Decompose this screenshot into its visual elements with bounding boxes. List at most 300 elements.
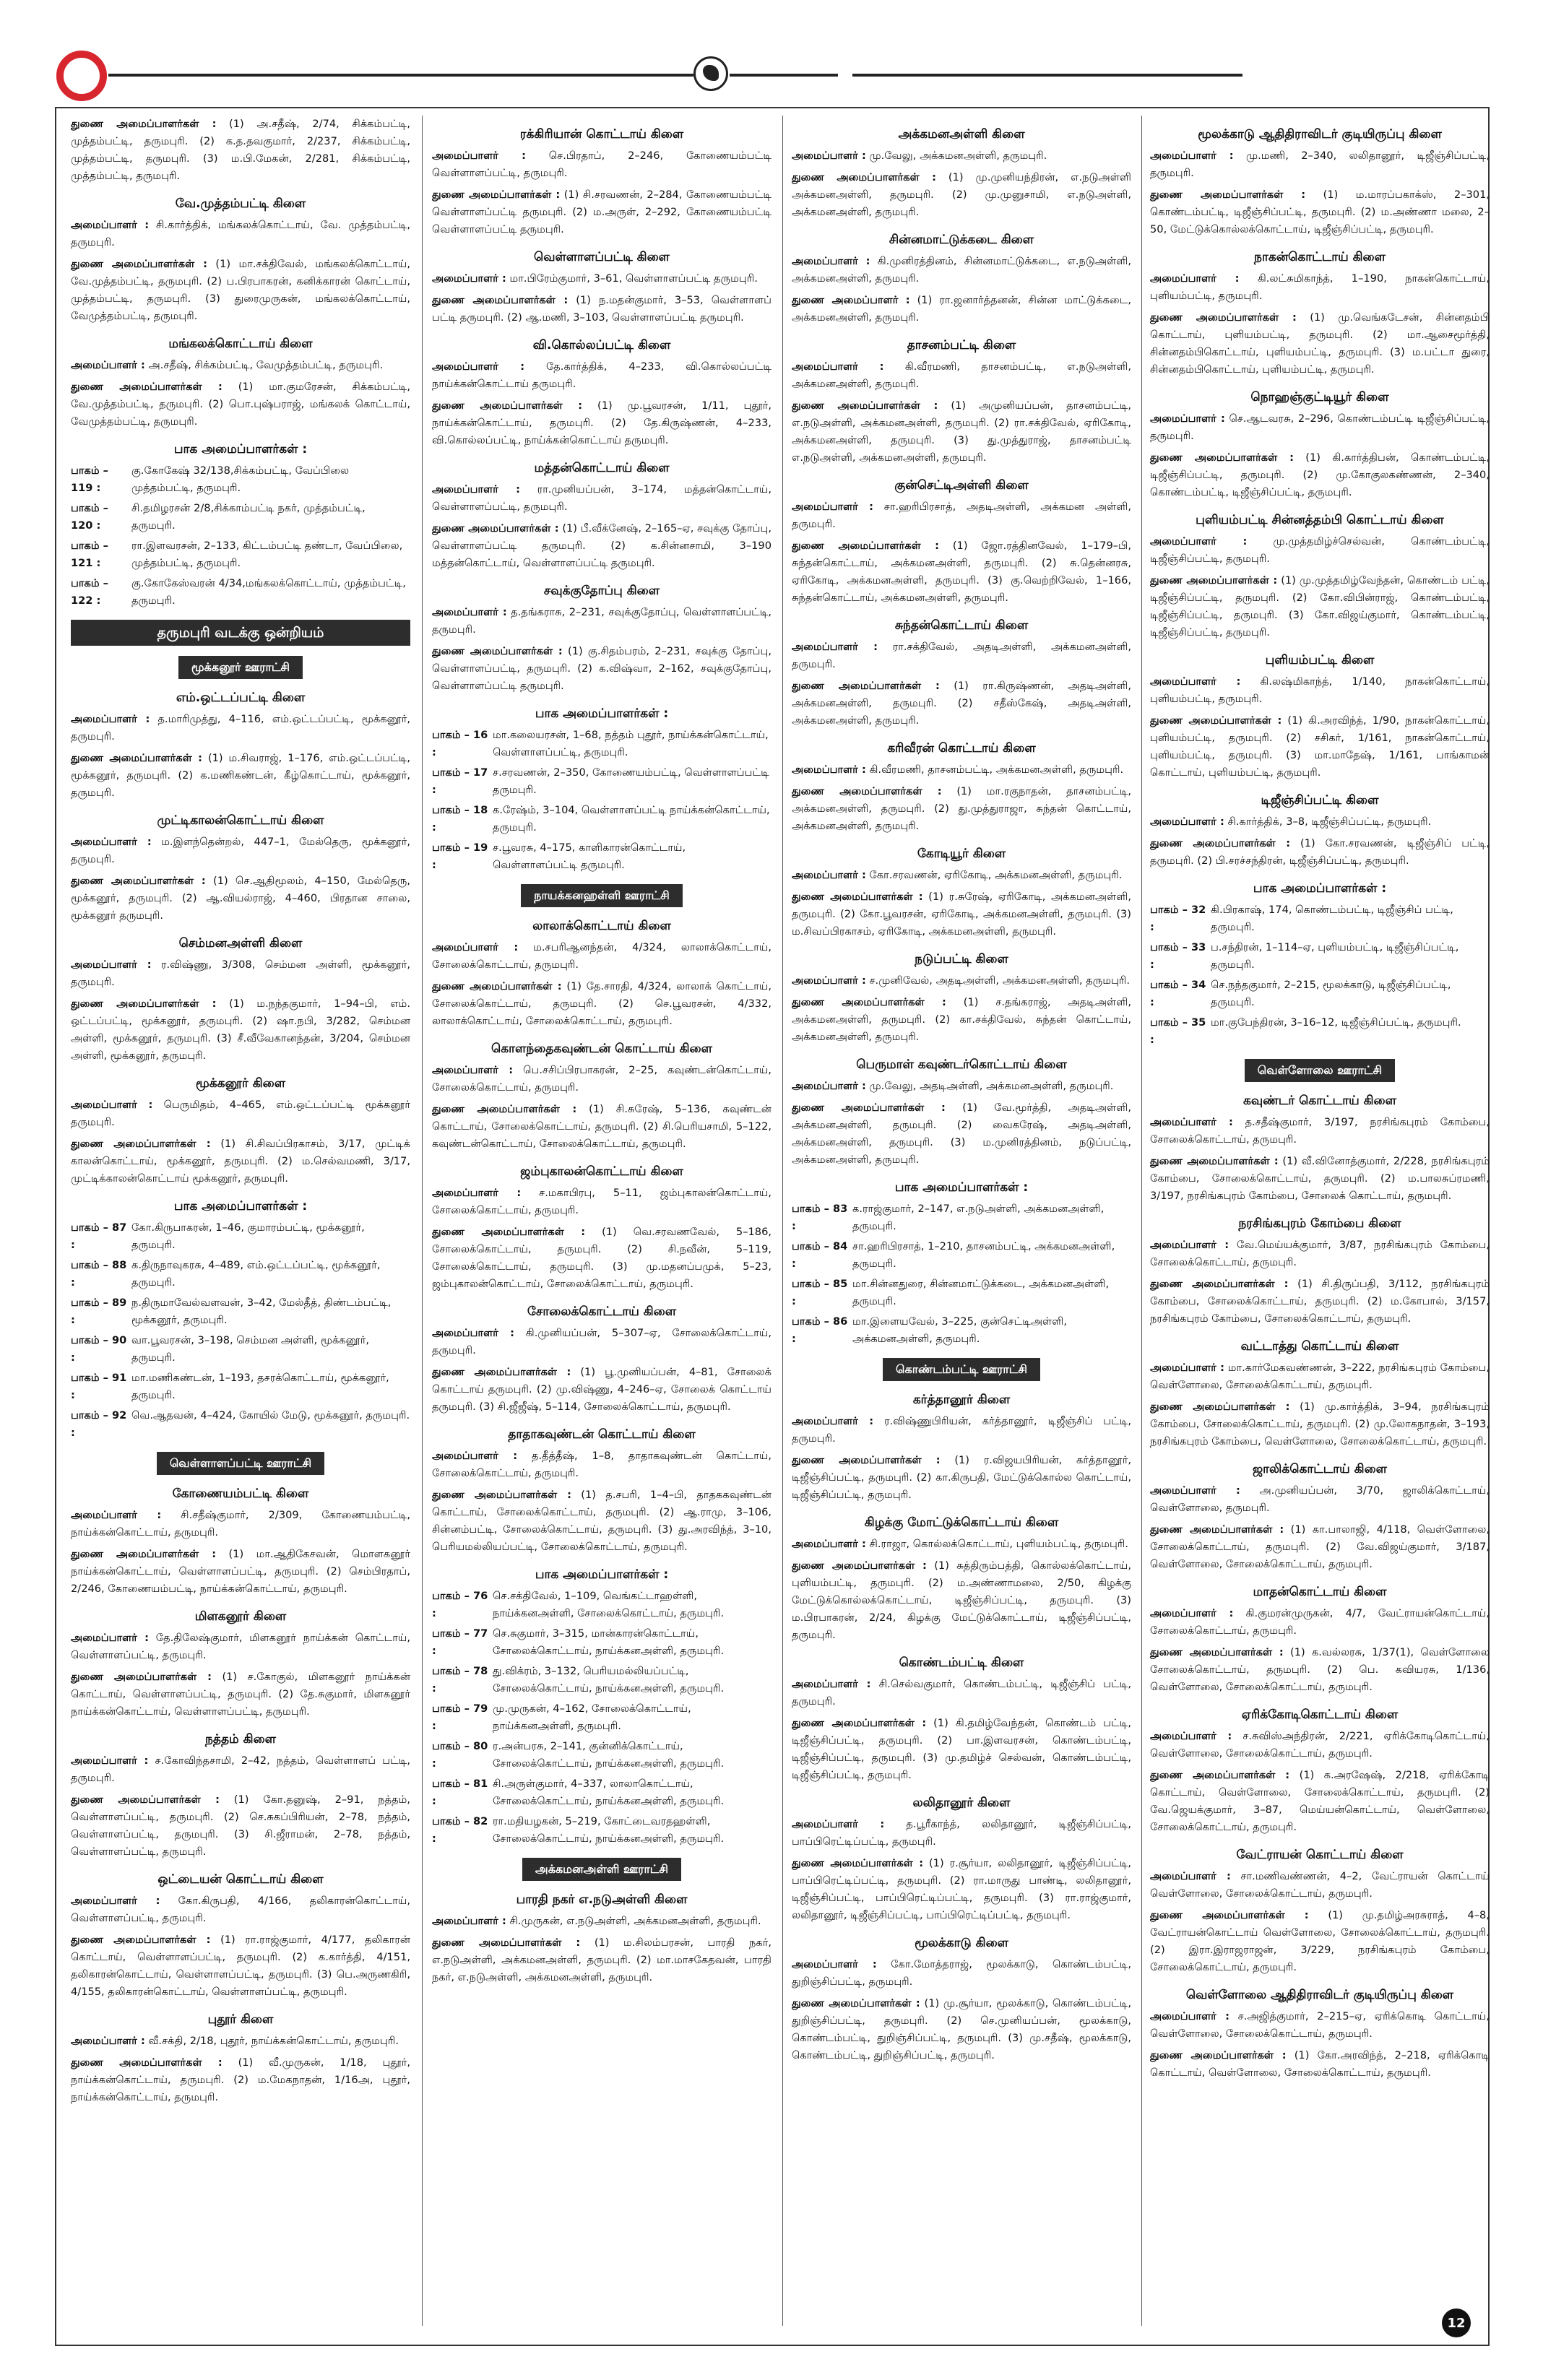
entry-role: அமைப்பாளர் :	[1150, 675, 1241, 688]
member-entry	[1150, 410, 1490, 445]
member-entry	[71, 357, 410, 374]
entry-role: அமைப்பாளர் :	[71, 713, 150, 725]
booth-number: பாகம் – 87 :	[71, 1221, 127, 1251]
member-entry	[432, 292, 772, 326]
section-heading: மங்கலக்கொட்டாய் கிளை	[168, 337, 313, 351]
member-entry	[1150, 1359, 1490, 1394]
member-entry	[71, 116, 410, 185]
entry-names: (1) சி.திருப்பதி, 3/112, நரசிங்கபுரம் கோம்பை, சோலைக்கொட்டாய், தருமபுரி. (2) ம.கோபால், 3/157, நரசிங்கபுரம் கோம்பை, சோலைக்கொட்டாய், தருமபுரி.	[1150, 1278, 1490, 1325]
entry-names: ர.விஷ்ணுபிரியன், கர்த்தானூர், டிஜீஞ்சிப் பட்டி, தருமபுரி.	[792, 1415, 1131, 1445]
entry-names: (1) மா.ரகுநாதன், தாசனம்பட்டி, அக்கமனஅள்ளி, தருமபுரி. (2) து.முத்துராஜா, சுந்தன் கொட்டாய், அக்கமனஅள்ளி, தருமபுரி.	[792, 785, 1131, 832]
entry-role: அமைப்பாளர் :	[1150, 2010, 1229, 2022]
entry-role: துணை அமைப்பாளர்கள் :	[1150, 574, 1278, 587]
member-entry	[792, 1855, 1131, 1924]
entry-names: (1) வே.மூர்த்தி, அதடிஅள்ளி, அக்கமனஅள்ளி, தருமபுரி. (2) வைகரேஷ், அதடிஅள்ளி, அக்கமனஅள்ளி, தருமபுரி. (3) ம.முனிரத்தினம், நடுப்பட்டி, அக்கமனஅள்ளி, தருமபுரி.	[792, 1102, 1131, 1166]
booth-number: பாகம் – 86 :	[792, 1315, 848, 1345]
column-2	[432, 116, 772, 2326]
booth-number: பாகம் – 89 :	[71, 1297, 127, 1326]
member-entry	[792, 1715, 1131, 1784]
member-entry	[1150, 1482, 1490, 1517]
emblem-icon	[693, 56, 728, 91]
entry-names: ச.அஜித்குமார், 2–215–ஏ, ஏரிக்கொடி கொட்டாய், வெள்ளோலை, சோலைக்கொட்டாய், தருமபுரி.	[1150, 2010, 1490, 2040]
member-entry	[71, 378, 410, 430]
booth-entry	[432, 764, 772, 799]
header-rule-right	[852, 74, 1242, 77]
entry-names: (1) மா.சக்திவேல், மங்கலக்கொட்டாய், வே.முத்தம்பட்டி, தருமபுரி. (2) ப.பிரபாகரன், கனிக்காரன் கொட்டாய், முத்தம்பட்டி, தருமபுரி. (3) துரைமுருகன், மங்கலக்கொட்டாய், வேமுத்தம்பட்டி, தருமபுரி.	[71, 258, 410, 322]
entry-role: துணை அமைப்பாளர்கள் :	[792, 399, 938, 412]
entry-names: (1) மு.கார்த்திக், 3–94, நரசிங்கபுரம் கோம்பை, சோலைக்கொட்டாய், தருமபுரி. (2) மு.லோகநாதன், 3–193, நரசிங்கபுரம் கோம்பை, வெள்ளோலை, சோலைக்கொட்டாய், தருமபுரி.	[1150, 1401, 1490, 1448]
entry-role: அமைப்பாளர் :	[792, 1678, 871, 1690]
entry-names: கி.லட்சுமிகாந்த், 1–190, நாகன்கொட்டாய், புளியம்பட்டி, தருமபுரி.	[1150, 272, 1490, 302]
booth-organiser: மா.இளையவேல், 3–225, குன்செட்டிஅள்ளி, அக்கமனஅள்ளி, தருமபுரி.	[852, 1315, 1067, 1345]
entry-names: கி.குமரன்முருகன், 4/7, வேட்ராயன்கொட்டாய், சோலைக்கொட்டாய், தருமபுரி.	[1150, 1607, 1490, 1637]
entry-names: (1) சுத்திரும்பத்தி, கொல்லக்கொட்டாய், புளியம்பட்டி, தருமபுரி. (2) ம.அண்ணாமலை, 2/50, கிழக்கு மேட்டுக்கொல்லக்கொட்டாய், டிஜீஞ்சிப்பட்டி, தருமபுரி. (3) ம.பிரபாகரன், 2/24, கிழக்கு மேட்டுக்கொட்டாய், டிஜீஞ்சிப்பட்டி, தருமபுரி.	[792, 1559, 1131, 1641]
entry-role: அமைப்பாளர் :	[71, 359, 145, 371]
entry-role: அமைப்பாளர் :	[432, 1327, 514, 1339]
entry-role: அமைப்பாளர் :	[432, 483, 520, 496]
entry-names: (1) வீ.வினோத்குமார், 2/228, நரசிங்கபுரம் கோம்பை, சோலைக்கொட்டாய், தருமபுரி. (2) ம.பாலசுப்ரமணி, 3/197, நரசிங்கபுரம் கோம்பை, சோலைக் கொட்டாய், தருமபுரி.	[1150, 1155, 1490, 1202]
section-heading: வே.முத்தம்பட்டி கிளை	[175, 196, 306, 211]
member-entry	[71, 750, 410, 802]
entry-names: பெருமிதம், 4–465, எம்.ஒட்டப்பட்டி மூக்கனூர் தருமபுரி.	[71, 1099, 410, 1128]
section-heading: ரக்கிரியான் கொட்டாய் கிளை	[519, 127, 684, 142]
panchayat-label	[71, 1452, 410, 1475]
member-entry	[432, 939, 772, 974]
entry-names: (1) ரா.ராஜ்குமார், 4/177, தலிகாரன் கொட்டாய், வெள்ளாளப்பட்டி, தருமபுரி. (2) க.கார்த்தி, 4/151, தலிகாரன்கொட்டாய், வெள்ளாளப்பட்டி, தருமபுரி. (3) பெ.அருணகிரி, 4/155, தலிகாரன்கொட்டாய், வெள்ளாளப்பட்டி, தருமபுரி.	[71, 1934, 410, 1998]
entry-names: தே.கார்த்திக், 4–233, வி.கொல்லப்பட்டி நாய்க்கன்கொட்டாய் தருமபுரி.	[432, 360, 772, 390]
member-entry	[71, 873, 410, 925]
member-entry	[1150, 1521, 1490, 1573]
booth-organiser: ச.பூவரசு, 4–175, காளிகாரன்கொட்டாய், வெள்ளாளப்பட்டி தருமபுரி.	[493, 841, 686, 871]
entry-role: துணை அமைப்பாளர்கள் :	[792, 171, 936, 183]
member-entry	[792, 867, 1131, 884]
booth-number: பாகம் – 81 :	[432, 1778, 488, 1807]
entry-names: ச.முனிவேல், அதடிஅள்ளி, அக்கமனஅள்ளி, தருமபுரி.	[869, 974, 1131, 987]
booth-organiser: கு.கோகேஸ்வரன் 4/34,மங்கலக்கொட்டாய், முத்தம்பட்டி, தருமபுரி.	[131, 577, 406, 607]
member-entry	[792, 1413, 1131, 1448]
section-heading: ஏரிக்கோடிகொட்டாய் கிளை	[1241, 1708, 1399, 1722]
booth-number: பாகம் – 33 :	[1150, 941, 1206, 971]
entry-names: பெ.சசிப்பிரபாகரன், 2–25, கவுண்டன்கொட்டாய், சோலைக்கொட்டாய், தருமபுரி.	[432, 1064, 772, 1094]
member-entry	[1150, 572, 1490, 641]
entry-names: (1) பீ.வீக்னேஷ், 2–165–ஏ, சவுக்கு தோப்பு, வெள்ளாளப்பட்டி தருமபுரி. (2) க.சின்னசாமி, 3–190 மத்தன்கொட்டாய், வெள்ளாளப்பட்டி தருமபுரி.	[432, 522, 772, 569]
member-entry	[792, 1956, 1131, 1991]
entry-names: (1) வெ.சரவணவேல், 5–186, சோலைக்கொட்டாய், தருமபுரி. (2) சி.நவீன், 5–119, சோலைக்கொட்டாய், தருமபுரி. (3) மு.மதனப்பமுக், 5–23, ஜம்புகாலன்கொட்டாய், சோலைக்கொட்டாய், தருமபுரி.	[432, 1226, 772, 1290]
member-entry	[432, 1364, 772, 1416]
entry-role: அமைப்பாளர் :	[71, 219, 150, 231]
section-heading: ஜம்புகாலன்கொட்டாய் கிளை	[520, 1164, 683, 1179]
entry-names: (1) ஜோ.ரத்தினவேல், 1–179–பி, சுந்தன்கொட்டாய், அக்கமனஅள்ளி, தருமபுரி. (2) சு.தென்னரசு, ஏரிகோடி, அக்கமனஅள்ளி, தருமபுரி. (3) கு.வெற்றிவேல், 1–166, சுந்தன்கொட்டாய், அக்கமனஅள்ளி, தருமபுரி.	[792, 540, 1131, 604]
panchayat-label-text: வெள்ளோலை ஊராட்சி	[1245, 1059, 1395, 1082]
booth-entry	[1150, 977, 1490, 1011]
entry-names: (1) கி.அரவிந்த், 1/90, நாகன்கொட்டாய், புளியம்பட்டி, தருமபுரி. (2) சசிகர், 1/161, நாகன்கொட்டாய், புளியம்பட்டி, தருமபுரி. (3) மா.மாதேஷ், 1/161, பாங்காமன் கொட்டாய், புளியம்பட்டி, தருமபுரி.	[1150, 714, 1490, 779]
section-heading: கரிவீரன் கொட்டாய் கிளை	[887, 741, 1036, 756]
section-heading: தாசனம்பட்டி கிளை	[907, 338, 1016, 352]
booth-organiser: ரா.இளவரசன், 2–133, கிட்டம்பட்டி தண்டா, வேப்பிலை, முத்தம்பட்டி, தருமபுரி.	[131, 540, 403, 569]
member-entry	[432, 186, 772, 238]
section-heading: அக்கமனஅள்ளி கிளை	[898, 127, 1025, 142]
entry-role: அமைப்பாளர் :	[432, 272, 506, 285]
entry-names: அ.முனியப்பன், 3/70, ஜாலிக்கொட்டாய், வெள்ளோலை, தருமபுரி.	[1150, 1484, 1490, 1514]
entry-role: துணை அமைப்பாளர்கள் :	[1150, 311, 1297, 324]
section-heading: பாக அமைப்பாளர்கள் :	[535, 1567, 669, 1582]
section-heading: புளியம்பட்டி கிளை	[1265, 653, 1375, 667]
union-banner: தருமபுரி வடக்கு ஒன்றியம்	[71, 620, 410, 646]
entry-names: ம.சபரிஆனந்தன், 4/324, லாலாக்கொட்டாய், சோலைக்கொட்டாய், தருமபுரி.	[432, 941, 772, 971]
booth-entry	[792, 1200, 1131, 1235]
entry-role: அமைப்பாளர் :	[432, 1915, 506, 1927]
entry-names: (1) கி.தமிழ்வேந்தன், கொண்டம் பட்டி, டிஜீஞ்சிப்பட்டி, தருமபுரி. (2) பா.இளவரசன், கொண்டம்பட்டி, டிஜீஞ்சிப்பட்டி, தருமபுரி. (3) மு.தமிழ்ச் செல்வன், கொண்டம்பட்டி, டிஜீஞ்சிப்பட்டி, தருமபுரி.	[792, 1717, 1131, 1781]
entry-names: (1) ர.சுரேஷ், ஏரிகோடி, அக்கமனஅள்ளி, தருமபுரி. (2) கோ.பூவரசன், ஏரிகோடி, அக்கமனஅள்ளி, தருமபுரி. (3) ம.சிவப்பிரகாசம், ஏரிகோடி, அக்கமனஅள்ளி, தருமபுரி.	[792, 891, 1131, 938]
entry-role: அமைப்பாளர் :	[71, 1509, 162, 1521]
member-entry	[432, 1487, 772, 1556]
entry-role: அமைப்பாளர் :	[71, 959, 152, 971]
booth-organiser: சா.ஹரிபிரசாத், 1–210, தாசனம்பட்டி, அக்கமனஅள்ளி, தருமபுரி.	[852, 1240, 1115, 1270]
booth-organiser: செ.சக்திவேல், 1–109, வெங்கட்டாஹள்ளி, நாய்க்கனஅள்ளி, சோலைக்கொட்டாய், தருமபுரி.	[493, 1590, 725, 1619]
booth-number: பாகம் – 119 :	[71, 464, 108, 494]
entry-names: (1) ர.சூர்யா, லலிதானூர், டிஜீஞ்சிப்பட்டி, பாப்பிரெட்டிப்பட்டி, தருமபுரி. (2) ரா.மாருது பாண்டி, லலிதானூர், டிஜீஞ்சிப்பட்டி, பாப்பிரெட்டிப்பட்டி, தருமபுரி. (3) ரா.ராஜ்குமார், லலிதானூர், டிஜீஞ்சிப்பட்டி, பாப்பிரெட்டிப்பட்டி, தருமபுரி.	[792, 1857, 1131, 1921]
member-entry	[792, 169, 1131, 221]
member-entry	[1150, 449, 1490, 501]
booth-organiser: செ.நந்தகுமார், 2–215, மூலக்காடு, டிஜீஞ்சிப்பட்டி, தருமபுரி.	[1211, 979, 1451, 1008]
booth-organiser: கு.கோகேஷ் 32/138,சிக்கம்பட்டி, வேப்பிலை முத்தம்பட்டி, தருமபுரி.	[131, 464, 350, 494]
entry-names: சா.மணிவண்ணன், 4–2, வேட்ராயன் கொட்டாய் வெள்ளோலை, சோலைக்கொட்டாய், தருமபுரி.	[1150, 1870, 1490, 1900]
entry-names: (1) ம.சிலம்பரசன், பாரதி நகர், எ.நடுஅள்ளி, அக்கமனஅள்ளி, தருமபுரி. (2) மா.மாசகேதவன், பாரதி நகர், எ.நடுஅள்ளி, அக்கமனஅள்ளி, தருமபுரி.	[432, 1937, 772, 1983]
booth-number: பாகம் – 88 :	[71, 1259, 127, 1289]
section-heading: கொண்டம்பட்டி கிளை	[899, 1656, 1024, 1670]
entry-names: (1) மா.குமரேசன், சிக்கம்பட்டி, வே.முத்தம்பட்டி, தருமபுரி. (2) பொ.புஷ்பராஜ், மங்கலக் கொட்டாய், வேமுத்தம்பட்டி, தருமபுரி.	[71, 381, 410, 428]
section-heading: வெள்ளாளப்பட்டி கிளை	[533, 250, 670, 264]
section-heading: கோடியூர் கிளை	[917, 847, 1006, 861]
booth-number: பாகம் – 91 :	[71, 1372, 127, 1401]
entry-names: ச.மகாபிரபு, 5–11, ஜம்புகாலன்கொட்டாய், சோலைக்கொட்டாய், தருமபுரி.	[432, 1187, 772, 1216]
member-entry	[432, 978, 772, 1030]
member-entry	[71, 1507, 410, 1541]
member-entry	[432, 1913, 772, 1930]
booth-entry	[432, 1625, 772, 1660]
member-entry	[432, 270, 772, 287]
section-heading: கிழக்கு மோட்டுக்கொட்டாய் கிளை	[864, 1515, 1059, 1530]
entry-names: (1) ச.கோகுல், மிளகனூர் நாய்க்கன் கொட்டாய், வெள்ளாளப்பட்டி, தருமபுரி. (2) தே.சுகுமார், மிளகனூர் நாய்க்கன்கொட்டாய், வெள்ளாளப்பட்டி, தருமபுரி.	[71, 1671, 410, 1718]
section-heading: தாதாகவுண்டன் கொட்டாய் கிளை	[508, 1427, 696, 1442]
member-entry	[1150, 813, 1490, 831]
booth-entry	[71, 1257, 410, 1291]
member-entry	[71, 2033, 410, 2050]
entry-names: (1) மா.ஆதிகேசவன், மொளகனூர் நாய்க்கன்கொட்டாய், வெள்ளாளப்பட்டி, தருமபுரி. (2) செம்பிரதாப், 2/246, கோணையம்பட்டி, நாய்க்கன்கொட்டாய், தருமபுரி.	[71, 1548, 410, 1595]
entry-names: (1) ம.சிவராஜ், 1–176, எம்.ஒட்டப்பட்டி, மூக்கனூர், தருமபுரி. (2) க.மணிகண்டன், கீழ்கொட்டாய், மூக்கனூர், தருமபுரி.	[71, 752, 410, 799]
entry-role: அமைப்பாளர் :	[1150, 1116, 1233, 1128]
entry-names: த.மாரிமுத்து, 4–116, எம்.ஒட்டப்பட்டி, மூக்கனூர், தருமபுரி.	[71, 713, 410, 743]
entry-names: மு.வேலு, அக்கமனஅள்ளி, தருமபுரி.	[869, 150, 1047, 162]
section-heading: புதூர் கிளை	[207, 2012, 274, 2027]
entry-names: த.பூரீகாந்த், லலிதானூர், டிஜீஞ்சிப்பட்டி, பாப்பிரெட்டிப்பட்டி, தருமபுரி.	[792, 1818, 1131, 1848]
entry-names: தே.திலேஷ்குமார், மிளகனூர் நாய்க்கன் கொட்டாய், வெள்ளாளப்பட்டி, தருமபுரி.	[71, 1632, 410, 1661]
booth-entry	[432, 1663, 772, 1697]
booth-organiser: கி.பிரகாஷ், 174, கொண்டம்பட்டி, டிஜீஞ்சிப் பட்டி, தருமபுரி.	[1211, 904, 1453, 933]
member-entry	[71, 217, 410, 251]
section-heading: பாக அமைப்பாளர்கள் :	[535, 706, 669, 721]
section-heading: மூக்கனூர் கிளை	[195, 1076, 286, 1091]
member-entry	[792, 1557, 1131, 1644]
booth-number: பாகம் – 85 :	[792, 1278, 848, 1307]
booth-entry	[1150, 901, 1490, 936]
entry-names: (1) சி.சுரேஷ், 5–136, கவுண்டன் கொட்டாய், சோலைக்கொட்டாய், தருமபுரி. (2) சி.பெரியசாமி, 5–122, கவுண்டன்கொட்டாய், சோலைக்கொட்டாய், தருமபுரி.	[432, 1103, 772, 1150]
entry-role: துணை அமைப்பாளர்கள் :	[792, 680, 940, 692]
booth-entry	[71, 575, 410, 610]
booth-number: பாகம் – 121 :	[71, 540, 108, 569]
entry-role: அமைப்பாளர் :	[432, 150, 526, 162]
entry-role: அமைப்பாளர் :	[71, 1895, 160, 1907]
member-entry	[71, 1630, 410, 1664]
member-entry	[1150, 835, 1490, 870]
member-entry	[1150, 712, 1490, 782]
panchayat-label-text: மூக்கனூர் ஊராட்சி	[178, 656, 303, 679]
entry-names: ரா.முனியப்பன், 3–174, மத்தன்கொட்டாய், வெள்ளாளப்பட்டி, தருமபுரி.	[432, 483, 772, 513]
entry-role: அமைப்பாளர் :	[432, 941, 519, 953]
member-entry	[792, 147, 1131, 165]
member-entry	[792, 292, 1131, 326]
section-heading: பாக அமைப்பாளர்கள் :	[894, 1180, 1029, 1195]
booth-number: பாகம் – 120 :	[71, 502, 108, 532]
panchayat-label-text: கொண்டம்பட்டி ஊராட்சி	[883, 1358, 1040, 1381]
entry-names: (1) செ.ஆதிமூலம், 4–150, மேல்தெரு, மூக்கனூர், தருமபுரி. (2) ஆ.வியல்ராஜ், 4–460, பிரதான சாலை, மூக்கனூர் தருமபுரி.	[71, 875, 410, 922]
member-entry	[1150, 1767, 1490, 1836]
entry-names: (1) ம.மாரப்பகாக்ஸ், 2–301, கொண்டம்பட்டி, டிஜீஞ்சிப்பட்டி, தருமபுரி. (2) ம.அண்ணா மலை, 2–50, மேட்டுக்கொல்லக்கொட்டாய், டிஜீஞ்சிப்பட்டி, தருமபுரி.	[1150, 189, 1490, 235]
member-entry	[1150, 270, 1490, 305]
member-entry	[1150, 1237, 1490, 1271]
member-entry	[71, 256, 410, 325]
member-entry	[432, 604, 772, 639]
booth-number: பாகம் – 17 :	[432, 766, 488, 796]
section-heading: வேட்ராயன் கொட்டாய் கிளை	[1236, 1848, 1404, 1862]
member-entry	[432, 643, 772, 695]
booth-entry	[432, 727, 772, 761]
entry-role: துணை அமைப்பாளர்கள் :	[432, 1103, 577, 1115]
section-heading: முட்டிகாலன்கொட்டாய் கிளை	[157, 813, 324, 828]
page-number: 12	[1442, 2308, 1471, 2337]
section-heading: டிஜீஞ்சிப்பட்டி கிளை	[1261, 793, 1379, 808]
panchayat-label-text: அக்கமனஅள்ளி ஊராட்சி	[522, 1858, 681, 1881]
member-entry	[71, 956, 410, 991]
booth-organiser: மா.மணிகண்டன், 1–193, தசரக்கொட்டாய், மூக்கனூர், தருமபுரி.	[131, 1372, 389, 1401]
entry-names: ச.சுவிஸ்அந்திரன், 2/221, ஏரிக்கோடிகொட்டாய், வெள்ளோலை, சோலைக்கொட்டாய், தருமபுரி.	[1150, 1730, 1490, 1760]
panchayat-label	[432, 884, 772, 907]
member-entry	[432, 520, 772, 572]
booth-organiser: மா.சின்னதுரை, சின்னமாட்டுக்கடை, அக்கமனஅள்ளி, தருமபுரி.	[852, 1278, 1110, 1307]
member-entry	[1150, 1644, 1490, 1696]
section-heading: மிளகனூர் கிளை	[194, 1609, 287, 1624]
entry-role: துணை அமைப்பாளர்கள் :	[71, 1934, 211, 1946]
member-entry	[432, 1101, 772, 1153]
member-entry	[792, 1078, 1131, 1095]
booth-entry	[71, 1332, 410, 1367]
entry-names: (1) மு.தமிழ்அரசுராத், 4–8, வேட்ராயன்கொட்டாய் வெள்ளோலை, சோலைக்கொட்டாய், தருமபுரி. (2) இரா.இராஜராஜன், 3/229, நரசிங்கபுரம் கோம்பை, சோலைக்கொட்டாய், தருமபுரி.	[1150, 1909, 1490, 1973]
entry-role: துணை அமைப்பாளர்கள் :	[792, 1857, 924, 1869]
booth-entry	[792, 1238, 1131, 1273]
section-heading: கோணையம்பட்டி கிளை	[172, 1487, 309, 1501]
booth-entry	[432, 1738, 772, 1773]
entry-names: (1) க.அரஷேஷ், 2/218, ஏரிக்கோடி கொட்டாய், வெள்ளோலை, சோலைக்கொட்டாய், தருமபுரி. (2) வே.ஜெயக்குமார், 3–87, மெய்யன்கொட்டாய், வெள்ளோலை, சோலைக்கொட்டாய், தருமபுரி.	[1150, 1769, 1490, 1833]
entry-role: துணை அமைப்பாளர்கள் :	[432, 1937, 581, 1949]
entry-names: வீ.சக்தி, 2/18, புதூர், நாய்க்கன்கொட்டாய், தருமபுரி.	[148, 2035, 399, 2047]
entry-role: துணை அமைப்பாளர்கள் :	[71, 1138, 211, 1150]
entry-role: துணை அமைப்பாளர்கள் :	[71, 1671, 212, 1683]
entry-role: துணை அமைப்பாளர்கள் :	[71, 118, 217, 130]
member-entry	[71, 2054, 410, 2106]
entry-names: (1) அமுனியப்பன், தாசனம்பட்டி, எ.நடுஅள்ளி, அக்கமனஅள்ளி, தருமபுரி. (2) ரா.சக்திவேல், ஏரிகோடி, அக்கமனஅள்ளி, தருமபுரி. (3) து.முத்துராஜ், தாசனம்பட்டி எ.நடுஅள்ளி, அக்கமனஅள்ளி, தருமபுரி.	[792, 399, 1131, 464]
column-4	[1150, 116, 1490, 2326]
booth-organiser: மா.கலையரசன், 1–68, நத்தம் புதூர், நாய்க்கன்கொட்டாய், வெள்ளாளப்பட்டி, தருமபுரி.	[493, 729, 769, 758]
section-heading: லாலாக்கொட்டாய் கிளை	[532, 919, 671, 933]
booth-number: பாகம் – 18 :	[432, 804, 488, 834]
entry-role: துணை அமைப்பாளர்கள் :	[1150, 714, 1282, 727]
section-heading: செம்மனஅள்ளி கிளை	[178, 936, 303, 951]
section-heading: கொளந்தைகவுண்டன் கொட்டாய் கிளை	[491, 1042, 712, 1056]
section-heading: வி.கொல்லப்பட்டி கிளை	[532, 338, 671, 352]
panchayat-label	[432, 1858, 772, 1881]
entry-role: அமைப்பாளர் :	[1150, 272, 1240, 285]
entry-role: அமைப்பாளர் :	[1150, 1607, 1234, 1619]
booth-entry	[432, 1588, 772, 1622]
member-entry	[1150, 1907, 1490, 1976]
booth-number: பாகம் – 84 :	[792, 1240, 848, 1270]
section-heading: சின்னமாட்டுக்கடை கிளை	[889, 233, 1034, 247]
member-entry	[432, 397, 772, 449]
booth-number: பாகம் – 80 :	[432, 1740, 488, 1770]
member-entry	[792, 678, 1131, 730]
member-entry	[792, 639, 1131, 673]
entry-role: அமைப்பாளர் :	[432, 606, 507, 618]
member-entry	[432, 1185, 772, 1219]
member-entry	[1150, 309, 1490, 378]
member-entry	[792, 888, 1131, 940]
member-entry	[1150, 1868, 1490, 1903]
entry-role: துணை அமைப்பாளர்கள் :	[432, 980, 562, 992]
entry-names: (1) மு.முத்தமிழ்வேந்தன், கொண்டம் பட்டி, டிஜீஞ்சிப்பட்டி, தருமபுரி. (2) கோ.விபின்ராஜ், கொண்டம்பட்டி, டிஜீஞ்சிப்பட்டி, தருமபுரி. (3) கோ.விஜய்குமார், கொண்டம்பட்டி, டிஜீஞ்சிப்பட்டி, தருமபுரி.	[1150, 574, 1490, 639]
entry-role: அமைப்பாளர் :	[71, 2035, 145, 2047]
entry-names: சி.சதீஷ்குமார், 2/309, கோணையம்பட்டி, நாய்க்கன்கொட்டாய், தருமபுரி.	[71, 1509, 410, 1539]
booth-organiser: க.திருநாவுகரசு, 4–489, எம்.ஒட்டப்பட்டி, மூக்கனூர், தருமபுரி.	[131, 1259, 381, 1289]
entry-names: மு.வேலு, அதடிஅள்ளி, அக்கமனஅள்ளி, தருமபுரி.	[869, 1080, 1114, 1092]
entry-names: (1) ச.தங்கராஜ், அதடிஅள்ளி, அக்கமனஅள்ளி, தருமபுரி. (2) கா.சக்திவேல், சுந்தன் கொட்டாய், அக்கமனஅள்ளி, தருமபுரி.	[792, 996, 1131, 1043]
entry-names: (1) சி.சரவணன், 2–284, கோணையம்பட்டி வெள்ளாளப்பட்டி தருமபுரி. (2) ம.அருள், 2–292, கோணையம்பட்டி வெள்ளாளப்பட்டி தருமபுரி.	[432, 189, 772, 235]
entry-role: அமைப்பாளர் :	[71, 1754, 149, 1767]
member-entry	[792, 1995, 1131, 2064]
entry-role: துணை அமைப்பாளர்கள் :	[792, 1997, 920, 2009]
entry-role: அமைப்பாளர் :	[792, 1080, 866, 1092]
entry-role: அமைப்பாளர் :	[792, 974, 866, 987]
section-heading: பாக அமைப்பாளர்கள் :	[1253, 881, 1387, 896]
entry-names: சி.கார்த்திக், மங்கலக்கொட்டாய், வே. முத்தம்பட்டி, தருமபுரி.	[71, 219, 410, 248]
booth-entry	[71, 1219, 410, 1254]
entry-role: அமைப்பாளர் :	[71, 836, 152, 848]
entry-role: அமைப்பாளர் :	[792, 255, 870, 267]
booth-entry	[71, 537, 410, 572]
entry-role: அமைப்பாளர் :	[792, 360, 884, 373]
entry-names: (1) கி.கார்த்திபன், கொண்டம்பட்டி, டிஜீஞ்சிப்பட்டி, தருமபுரி. (2) மு.கோகுலகண்ணன், 2–340, கொண்டம்பட்டி, டிஜீஞ்சிப்பட்டி, தருமபுரி.	[1150, 451, 1490, 498]
entry-names: வே.மெய்யக்குமார், 3/87, நரசிங்கபுரம் கோம்பை, சோலைக்கொட்டாய், தருமபுரி.	[1150, 1239, 1490, 1268]
member-entry	[792, 1816, 1131, 1851]
entry-names: (1) அ.சதீஷ், 2/74, சிக்கம்பட்டி, முத்தம்பட்டி, தருமபுரி. (2) க.த.தவகுமார், 2/237, சிக்கம்பட்டி, முத்தம்பட்டி, தருமபுரி. (3) ம.பி.மேகன், 2/281, சிக்கம்பட்டி, முத்தம்பட்டி, தருமபுரி.	[71, 118, 410, 182]
entry-role: துணை அமைப்பாளர்கள் :	[71, 2056, 222, 2069]
entry-role: அமைப்பாளர் :	[792, 1958, 877, 1970]
entry-names: (1) கோ.அரவிந்த், 2–218, ஏரிக்கொடி கொட்டாய், வெள்ளோலை, சோலைக்கொட்டாய், தருமபுரி.	[1150, 2049, 1490, 2079]
entry-role: துணை அமைப்பாளர்கள் :	[1150, 837, 1291, 849]
member-entry	[432, 1325, 772, 1359]
entry-role: துணை அமைப்பாளர்கள் :	[432, 189, 561, 201]
entry-role: துணை அமைப்பாளர்கள் :	[792, 1102, 946, 1114]
entry-role: அமைப்பாளர் :	[1150, 1484, 1240, 1497]
booth-number: பாகம் – 16 :	[432, 729, 488, 758]
panchayat-label-text: வெள்ளாளப்பட்டி ஊராட்சி	[157, 1452, 324, 1475]
member-entry	[1150, 1728, 1490, 1762]
booth-organiser: வா.பூவரசன், 3–198, செம்மன அள்ளி, மூக்கனூர், தருமபுரி.	[131, 1334, 370, 1364]
booth-organiser: ச.சரவணன், 2–350, கோணையம்பட்டி, வெள்ளாளப்பட்டி தருமபுரி.	[493, 766, 769, 796]
booth-number: பாகம் – 32 :	[1150, 904, 1206, 933]
booth-number: பாகம் – 76 :	[432, 1590, 488, 1619]
column-divider	[1141, 116, 1142, 2326]
entry-names: (1) கா.பாலாஜி, 4/118, வெள்ளோலை, சோலைக்கொட்டாய், தருமபுரி. (2) வே.விஜய்குமார், 3/187, வெள்ளோலை, சோலைக்கொட்டாய், தருமபுரி.	[1150, 1523, 1490, 1570]
member-entry	[792, 498, 1131, 533]
section-heading: பாக அமைப்பாளர்கள் :	[173, 1199, 308, 1213]
booth-organiser: சி.தமிழரசன் 2/8,சிக்காம்பட்டி நகர், முத்தம்பட்டி, தருமபுரி.	[131, 502, 366, 532]
entry-role: துணை அமைப்பாளர்கள் :	[432, 1489, 571, 1501]
entry-role: அமைப்பாளர் :	[1150, 1730, 1232, 1742]
booth-entry	[1150, 1014, 1490, 1049]
entry-names: கோ.மோத்தராஜ், மூலக்காடு, கொண்டம்பட்டி, துறிஞ்சிப்பட்டி, தருமபுரி.	[792, 1958, 1131, 1988]
section-heading: கவுண்டர் கொட்டாய் கிளை	[1243, 1094, 1396, 1108]
entry-role: அமைப்பாளர் :	[792, 501, 873, 513]
entry-role: துணை அமைப்பாளர்கள் :	[71, 752, 203, 764]
entry-names: (1) ரா.ஜனார்த்தனன், சின்ன மாட்டுக்கடை, அக்கமனஅள்ளி, தருமபுரி.	[792, 294, 1131, 324]
entry-names: த.தங்கராசு, 2–231, சவுக்குதோப்பு, வெள்ளாளப்பட்டி, தருமபுரி.	[432, 606, 772, 636]
entry-names: செ.ஆடவரசு, 2–296, கொண்டம்பட்டி டிஜீஞ்சிப்பட்டி, தருமபுரி.	[1150, 412, 1490, 442]
section-heading: நரசிங்கபுரம் கோம்பை கிளை	[1238, 1216, 1401, 1231]
entry-names: மு.மணி, 2–340, லலிதானூர், டிஜீஞ்சிப்பட்டி, தருமபுரி.	[1150, 150, 1490, 179]
member-entry	[432, 1062, 772, 1096]
entry-role: அமைப்பாளர் :	[1150, 535, 1248, 548]
member-entry	[792, 783, 1131, 835]
entry-role: துணை அமைப்பாளர்கள் :	[1150, 2049, 1287, 2061]
section-heading: எம்.ஒட்டப்பட்டி கிளை	[176, 691, 306, 705]
entry-names: செ.பிரதாப், 2–246, கோணையம்பட்டி வெள்ளாளப்பட்டி, தருமபுரி.	[432, 150, 772, 179]
booth-entry	[432, 1775, 772, 1810]
panchayat-label-text: நாயக்கனஹள்ளி ஊராட்சி	[521, 884, 683, 907]
entry-names: (1) த.சபரி, 1–4–பி, தாதககவுண்டன் கொட்டாய், சோலைக்கொட்டாய், தருமபுரி. (2) ஆ.ராமு, 3–106, சின்னம்பட்டி, சோலைக்கொட்டாய், தருமபுரி. (3) து.அரவிந்த், 3–10, பெரியமல்லியப்பட்டி, சோலைக்கொட்டாய், தருமபுரி.	[432, 1489, 772, 1553]
entry-names: த.தீத்தீஷ், 1–8, தாதாகவுண்டன் கொட்டாய், சோலைக்கொட்டாய், தருமபுரி.	[432, 1450, 772, 1479]
entry-role: துணை அமைப்பாளர்கள் :	[71, 1548, 217, 1560]
booth-entry	[71, 1294, 410, 1329]
entry-role: துணை அமைப்பாளர்கள் :	[1150, 1155, 1279, 1167]
entry-role: துணை அமைப்பாளர்கள் :	[432, 294, 569, 306]
member-entry	[432, 358, 772, 393]
entry-role: துணை அமைப்பாளர்கள் :	[792, 1454, 941, 1466]
entry-role: துணை அமைப்பாளர்கள் :	[432, 522, 559, 535]
booth-number: பாகம் – 79 :	[432, 1702, 488, 1732]
entry-role: அமைப்பாளர் :	[432, 1450, 518, 1462]
member-entry	[432, 1448, 772, 1482]
member-entry	[432, 1934, 772, 1986]
member-entry	[1150, 186, 1490, 238]
member-entry	[792, 1676, 1131, 1710]
column-divider	[422, 116, 423, 2326]
entry-role: அமைப்பாளர் :	[71, 1632, 149, 1644]
entry-names: (1) தே.சாரதி, 4/324, லாலாக் கொட்டாய், சோலைக்கொட்டாய், தருமபுரி. (2) செ.பூவரசன், 4/332, லாலாக்கொட்டாய், சோலைக்கொட்டாய், தருமபுரி.	[432, 980, 772, 1027]
booth-entry	[71, 462, 410, 497]
entry-role: துணை அமைப்பாளர்கள் :	[1150, 1646, 1284, 1658]
entry-names: கி.வீரமணி, தாசனம்பட்டி, எ.நடுஅள்ளி, அக்கமனஅள்ளி, தருமபுரி.	[792, 360, 1131, 390]
booth-organiser: ர.அன்பரசு, 2–141, குன்னிக்கொட்டாய், சோலைக்கொட்டாய், நாய்க்கனஅள்ளி, தருமபுரி.	[493, 1740, 725, 1770]
